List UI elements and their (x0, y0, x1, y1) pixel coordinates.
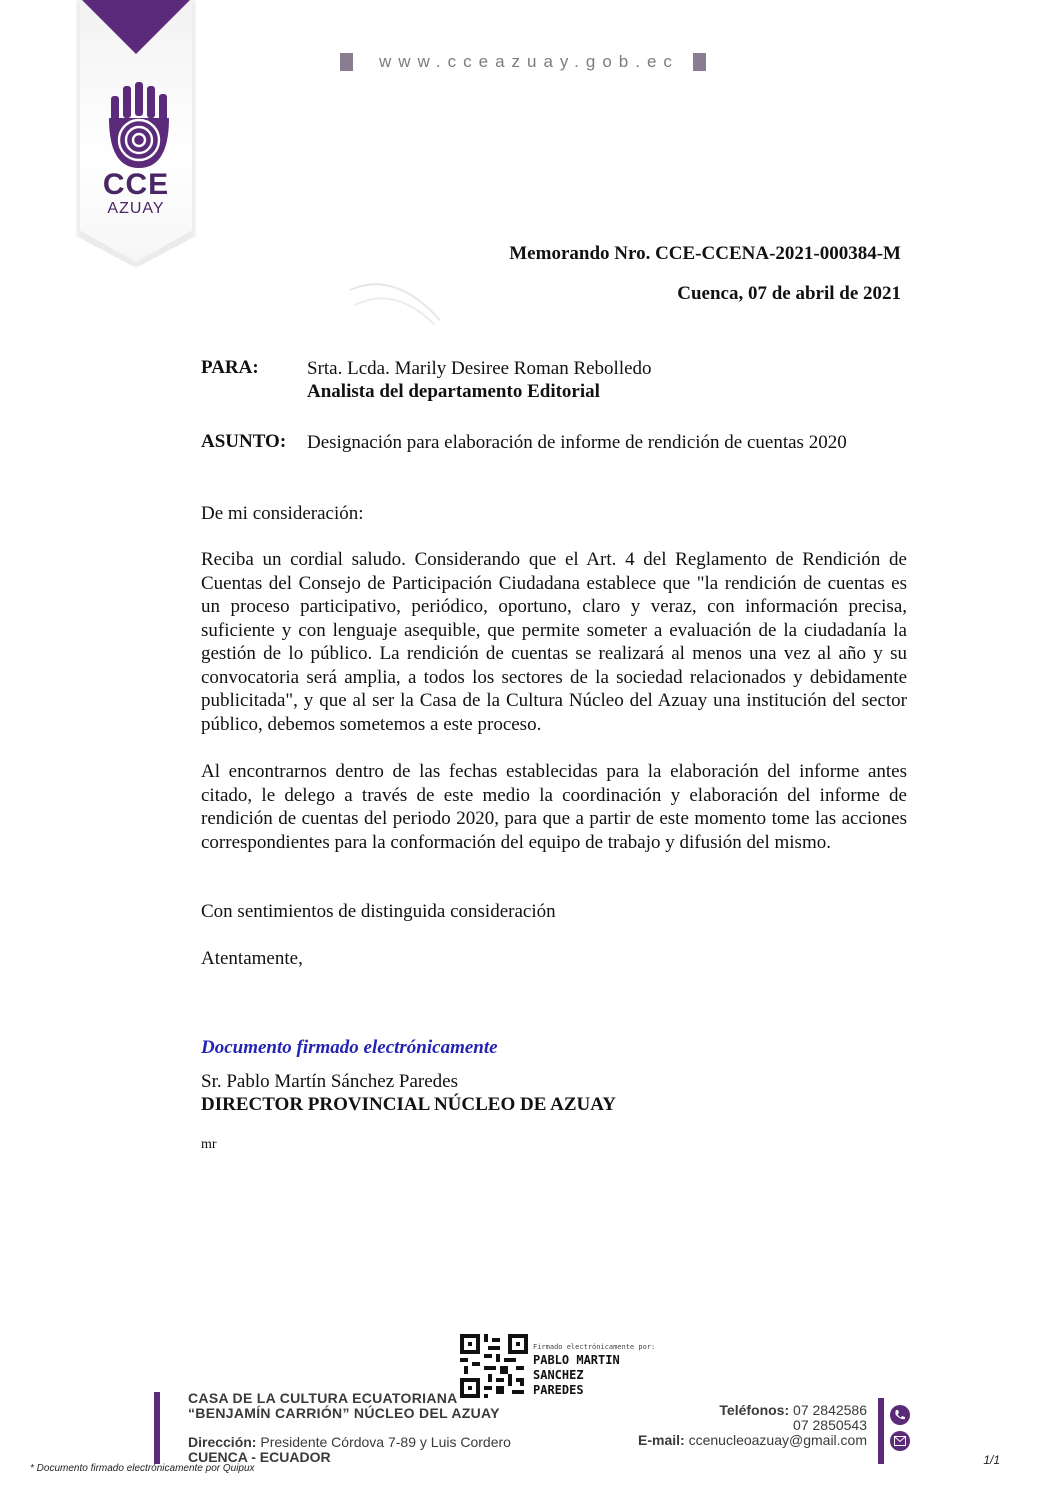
square-left-icon (340, 53, 353, 71)
closing-line: Con sentimientos de distinguida consideración (201, 901, 556, 922)
qr-code-icon (460, 1334, 528, 1398)
footer-city: CUENCA - ECUADOR (188, 1449, 331, 1465)
signature-stamp-name-line-1: PABLO MARTIN (533, 1353, 620, 1367)
recipient-title: Analista del departamento Editorial (307, 381, 600, 402)
footer-phone-2: 07 2850543 (793, 1417, 867, 1433)
signature-stamp-name (533, 1353, 620, 1398)
body-paragraph-1: Reciba un cordial saludo. Considerando que el Art. 4 del Reglamento de Rendición de Cuentas del Consejo de Participación Ciudadana establece que "la rendición de cuentas es un proceso participativo, periódico, oportuno, claro y veraz, con información precisa, suficiente y con lenguaje asequible, que permite someter a evaluación de la ciudadanía la gestión de lo público. La rendición de cuentas se realizará al menos una vez al año y su convocatoria será amplia, a todos los sectores de la sociedad relacionados y debidamente publicitada", y que al ser la Casa de la Cultura Núcleo del Azuay una institución del sector público, debemos sometemos a este proceso. (201, 549, 907, 735)
footer-accent-bar-right (878, 1398, 884, 1464)
footer-address (188, 1435, 511, 1465)
closing-salutation: Atentamente, (201, 948, 303, 969)
signature-stamp-name-line-3: PAREDES (533, 1383, 584, 1397)
electronic-signature-note: Documento firmado electrónicamente (201, 1037, 498, 1058)
footer-accent-bar-left (154, 1392, 160, 1464)
footer-email[interactable]: ccenucleoazuay@gmail.com (688, 1432, 867, 1448)
body-paragraph-2: Al encontrarnos dentro de las fechas establecidas para la elaboración del informe antes citado, le delego a través de este medio la coordinación y elaboración del informe de rendición de cuentas del periodo 2020, para que a partir de este momento tome las acciones correspondientes para la conformación del equipo de trabajo y difusión del mismo. (201, 761, 907, 853)
asunto-label: ASUNTO: (201, 431, 287, 452)
memo-number: Memorando Nro. CCE-CCENA-2021-000384-M (509, 243, 901, 264)
watermark-swirl-icon (345, 270, 445, 330)
page-number: 1/1 (983, 1453, 1000, 1467)
memo-date: Cuenca, 07 de abril de 2021 (677, 283, 901, 304)
para-label: PARA: (201, 357, 259, 378)
logo-subtitle: AZUAY (107, 200, 165, 217)
signer-name: Sr. Pablo Martín Sánchez Paredes (201, 1071, 458, 1092)
footer-address-value: Presidente Córdova 7-89 y Luis Cordero (260, 1434, 511, 1450)
footer-org-line-2: “BENJAMÍN CARRIÓN” NÚCLEO DEL AZUAY (188, 1405, 500, 1421)
signature-stamp-name-line-2: SANCHEZ (533, 1368, 584, 1382)
square-right-icon (693, 53, 706, 71)
footer-organization (188, 1391, 500, 1421)
typist-initials: mr (201, 1137, 217, 1152)
logo-wordmark: CCE (102, 168, 170, 201)
cce-hand-logo-icon (105, 82, 173, 168)
footer-email-label: E-mail: (638, 1432, 685, 1448)
footer-phones-label: Teléfonos: (719, 1402, 790, 1418)
signer-title: DIRECTOR PROVINCIAL NÚCLEO DE AZUAY (201, 1094, 616, 1115)
recipient-name: Srta. Lcda. Marily Desiree Roman Rebolledo (307, 358, 652, 379)
mail-icon (890, 1431, 910, 1451)
website-banner (340, 50, 706, 74)
phone-icon (890, 1405, 910, 1425)
greeting: De mi consideración: (201, 503, 364, 524)
footer-contact (638, 1403, 867, 1448)
quipux-note: * Documento firmado electrónicamente por Quipux (30, 1463, 255, 1474)
footer-org-line-1: CASA DE LA CULTURA ECUATORIANA (188, 1390, 458, 1406)
website-link[interactable]: www.cceazuay.gob.ec (379, 52, 679, 71)
asunto-text: Designación para elaboración de informe de rendición de cuentas 2020 (307, 432, 847, 453)
footer-phone-1: 07 2842586 (793, 1402, 867, 1418)
footer-address-label: Dirección: (188, 1434, 257, 1450)
signature-stamp-label: Firmado electrónicamente por: (533, 1343, 656, 1351)
